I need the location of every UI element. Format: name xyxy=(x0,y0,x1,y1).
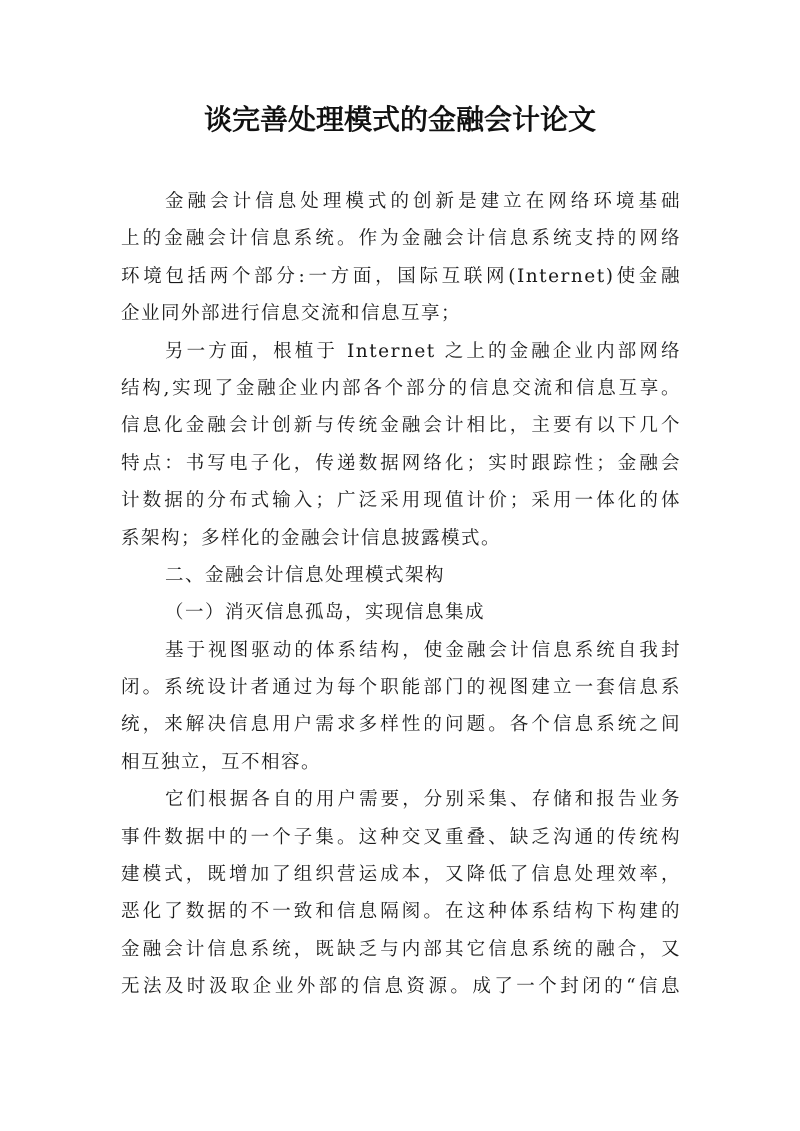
text-line: 闭。系统设计者通过为每个职能部门的视图建立一套信息系 xyxy=(121,677,681,699)
document-title: 谈完善处理模式的金融会计论文 xyxy=(203,103,596,136)
text-line: 环境包括两个部分:一方面，国际互联网(Internet)使金融 xyxy=(121,265,681,287)
text-line: 无法及时汲取企业外部的信息资源。成了一个封闭的“信息 xyxy=(121,976,681,998)
text-line: 统，来解决信息用户需求多样性的问题。各个信息系统之间 xyxy=(121,714,681,736)
text-line: 基于视图驱动的体系结构，使金融会计信息系统自我封 xyxy=(165,639,681,661)
text-line: 结构,实现了金融企业内部各个部分的信息交流和信息互享。 xyxy=(121,377,681,399)
text-line: 另一方面，根植于 Internet 之上的金融企业内部网络 xyxy=(165,340,681,362)
text-line: 建模式，既增加了组织营运成本，又降低了信息处理效率， xyxy=(121,864,681,886)
text-line: 相互独立，互不相容。 xyxy=(121,751,322,773)
document-body xyxy=(121,183,681,1006)
text-line: （一）消灭信息孤岛，实现信息集成 xyxy=(165,602,486,624)
text-line: 金融会计信息处理模式的创新是建立在网络环境基础 xyxy=(165,191,681,212)
text-line: 特点：书写电子化，传递数据网络化；实时跟踪性；金融会 xyxy=(121,452,681,474)
text-line: 上的金融会计信息系统。作为金融会计信息系统支持的网络 xyxy=(121,228,681,250)
text-line: 它们根据各自的用户需要，分别采集、存储和报告业务 xyxy=(165,789,681,811)
text-line: 恶化了数据的不一致和信息隔阂。在这种体系结构下构建的 xyxy=(121,901,681,923)
text-line: 信息化金融会计创新与传统金融会计相比，主要有以下几个 xyxy=(121,415,681,437)
text-line: 二、金融会计信息处理模式架构 xyxy=(165,564,446,586)
text-line: 计数据的分布式输入；广泛采用现值计价；采用一体化的体 xyxy=(121,490,681,512)
text-line: 事件数据中的一个子集。这种交叉重叠、缺乏沟通的传统构 xyxy=(121,826,681,848)
text-line: 企业同外部进行信息交流和信息互享； xyxy=(121,303,462,325)
text-line: 金融会计信息系统，既缺乏与内部其它信息系统的融合，又 xyxy=(121,938,681,960)
text-line: 系架构；多样化的金融会计信息披露模式。 xyxy=(121,527,502,549)
